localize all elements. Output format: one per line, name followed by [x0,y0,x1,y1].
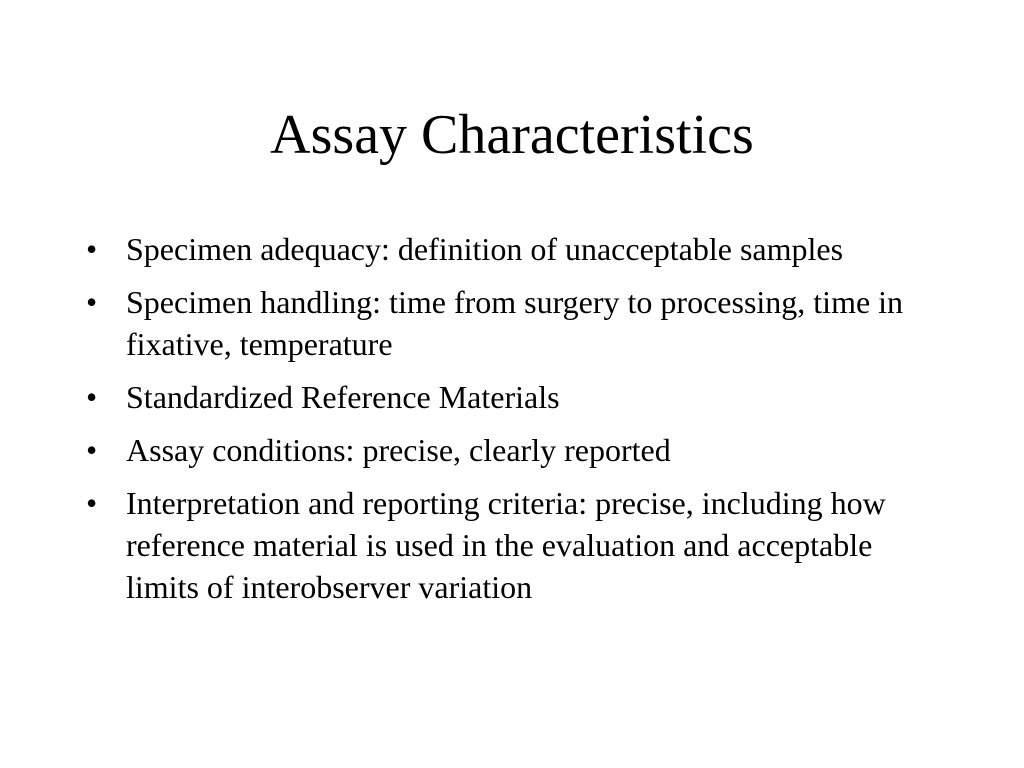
bullet-item-reference-materials [86,376,936,418]
bullet-dot-icon: • [86,485,98,521]
bullet-text: Standardized Reference Materials [126,379,560,415]
bullet-text: Assay conditions: precise, clearly reported [126,432,671,468]
bullet-item-specimen-handling [86,281,936,365]
bullet-dot-icon: • [86,379,98,415]
bullet-list [86,228,936,619]
bullet-text: Interpretation and reporting criteria: precise, including how reference material is used in the evaluation and acceptable limits of interobserver variation [126,485,886,605]
bullet-text: Specimen handling: time from surgery to processing, time in fixative, temperature [126,284,904,362]
bullet-dot-icon: • [86,432,98,468]
bullet-item-assay-conditions [86,429,936,471]
bullet-item-specimen-adequacy [86,228,936,270]
bullet-text: Specimen adequacy: definition of unacceptable samples [126,231,844,267]
bullet-item-interpretation-criteria [86,482,936,608]
bullet-dot-icon: • [86,231,98,267]
bullet-dot-icon: • [86,284,98,320]
slide-title: Assay Characteristics [270,104,754,166]
